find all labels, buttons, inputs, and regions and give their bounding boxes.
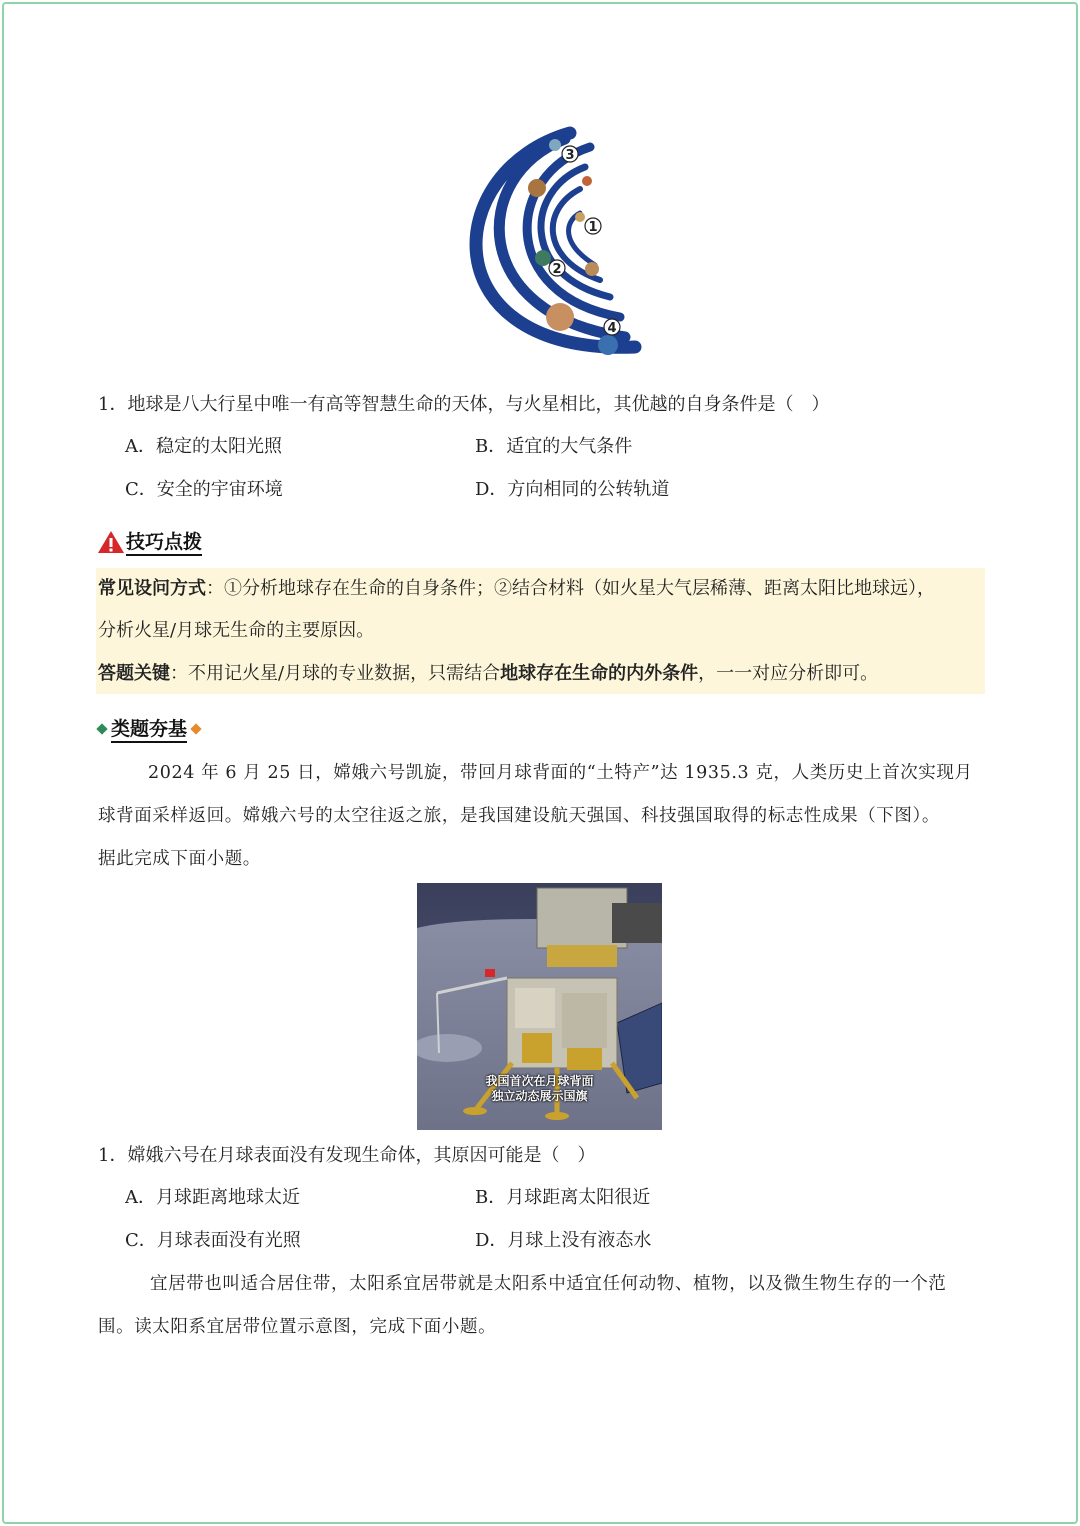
label-2 bbox=[549, 260, 565, 277]
svg-text:3: 3 bbox=[565, 148, 575, 163]
tips-line-3-text-b: ，一一对应分析即可。 bbox=[698, 663, 879, 684]
svg-text:2: 2 bbox=[552, 262, 562, 277]
tips-line-2: 分析火星/月球无生命的主要原因。 bbox=[98, 620, 375, 641]
planet-saturn bbox=[546, 303, 574, 331]
label-3 bbox=[562, 146, 578, 163]
warning-icon bbox=[97, 529, 125, 555]
label-1 bbox=[585, 218, 601, 235]
passage-1-line-2: 球背面采样返回。嫦娥六号的太空往返之旅，是我国建设航天强国、科技强国取得的标志性成果（下图）。 bbox=[98, 806, 940, 826]
photo-caption-line-2: 独立动态展示国旗 bbox=[491, 1089, 588, 1103]
section-2-header bbox=[98, 714, 200, 743]
question-1-stem: 1．地球是八大行星中唯一有高等智慧生命的天体，与火星相比，其优越的自身条件是（ ） bbox=[98, 394, 830, 415]
planet-venus bbox=[585, 262, 599, 276]
planet-neptune bbox=[598, 335, 618, 355]
question-2-option-c[interactable]: C．月球表面没有光照 bbox=[125, 1230, 301, 1251]
question-2-option-d[interactable]: D．月球上没有液态水 bbox=[475, 1230, 652, 1251]
label-4 bbox=[604, 319, 620, 336]
lander-photo bbox=[417, 883, 662, 1130]
tips-header bbox=[97, 527, 202, 556]
svg-text:4: 4 bbox=[607, 321, 617, 336]
section-2-title: 类题夯基 bbox=[111, 714, 187, 743]
planet-uranus bbox=[549, 139, 561, 151]
passage-1-line-1: 2024 年 6 月 25 日，嫦娥六号凯旋，带回月球背面的“土特产”达 1935.3 克，人类历史上首次实现月 bbox=[148, 763, 973, 783]
tips-line-1 bbox=[98, 577, 935, 601]
question-2-option-b[interactable]: B．月球距离太阳很近 bbox=[475, 1187, 651, 1208]
planet-mercury bbox=[575, 212, 585, 222]
tips-label-key: 答题关键 bbox=[98, 663, 170, 684]
tips-line-3 bbox=[98, 662, 878, 686]
photo-caption-line-1: 我国首次在月球背面 bbox=[485, 1074, 594, 1088]
tips-line-1-text: ：①分析地球存在生命的自身条件；②结合材料（如火星大气层稀薄、距离太阳比地球远）， bbox=[206, 578, 935, 599]
question-1-option-d[interactable]: D．方向相同的公转轨道 bbox=[475, 479, 670, 500]
passage-1-line-3: 据此完成下面小题。 bbox=[98, 849, 261, 869]
tips-label-method: 常见设问方式 bbox=[98, 578, 206, 599]
planet-earth bbox=[535, 250, 551, 266]
planet-mars bbox=[582, 176, 592, 186]
svg-text:1: 1 bbox=[588, 220, 598, 235]
photo-caption bbox=[417, 1074, 662, 1104]
question-2-option-a[interactable]: A．月球距离地球太近 bbox=[125, 1187, 300, 1208]
tips-title: 技巧点拨 bbox=[126, 527, 202, 556]
question-1-option-a[interactable]: A．稳定的太阳光照 bbox=[125, 436, 282, 457]
planet-jupiter bbox=[528, 179, 546, 197]
passage-2-line-1: 宜居带也叫适合居住带，太阳系宜居带就是太阳系中适宜任何动物、植物，以及微生物生存的一个范 bbox=[150, 1274, 947, 1294]
solar-system-diagram bbox=[430, 125, 660, 385]
diamond-left-icon bbox=[96, 723, 107, 734]
tips-line-3-text-a: ：不用记火星/月球的专业数据，只需结合 bbox=[170, 663, 501, 684]
diamond-right-icon bbox=[190, 723, 201, 734]
question-1-option-c[interactable]: C．安全的宇宙环境 bbox=[125, 479, 283, 500]
tips-key-phrase: 地球存在生命的内外条件 bbox=[500, 663, 699, 684]
passage-2-line-2: 围。读太阳系宜居带位置示意图，完成下面小题。 bbox=[98, 1317, 497, 1337]
question-1-option-b[interactable]: B．适宜的大气条件 bbox=[475, 436, 633, 457]
question-2-stem: 1．嫦娥六号在月球表面没有发现生命体，其原因可能是（ ） bbox=[98, 1145, 596, 1166]
